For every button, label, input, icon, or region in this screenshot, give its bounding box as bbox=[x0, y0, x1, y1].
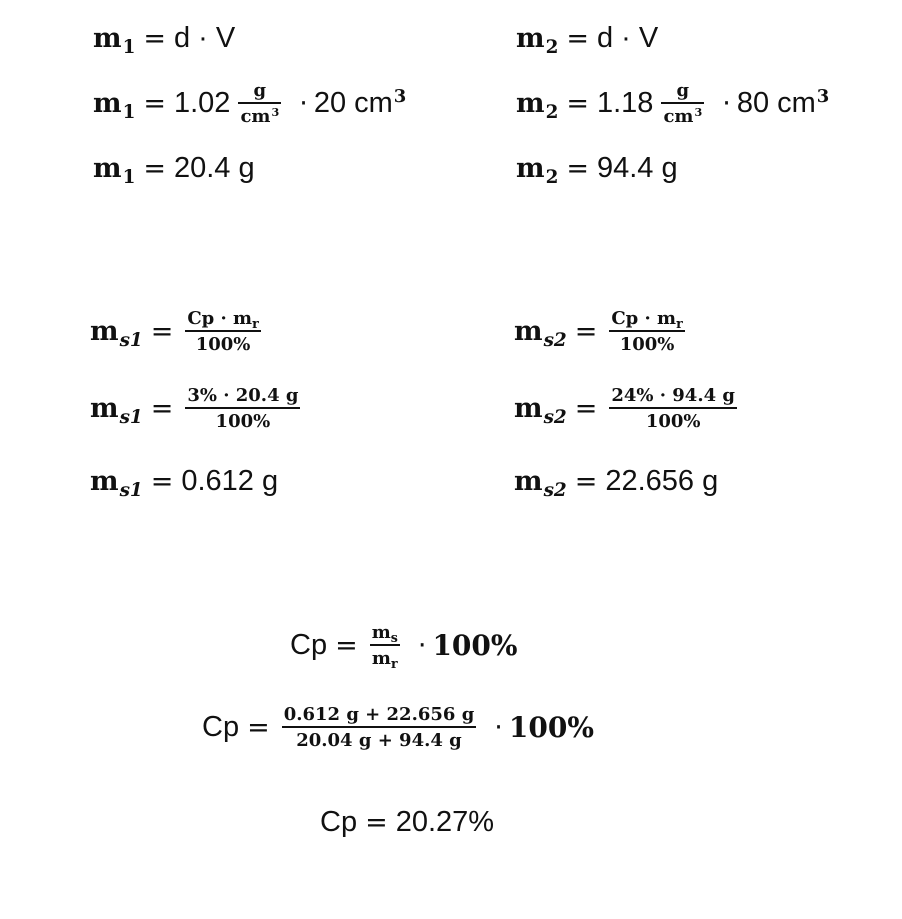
multiply-dot: · bbox=[417, 630, 427, 661]
ms2-result bbox=[514, 465, 719, 501]
equals-sign: = bbox=[566, 153, 589, 184]
ms1-substitution-fraction bbox=[185, 385, 300, 432]
m1-formula: d · V bbox=[173, 22, 236, 54]
ms2-symbol: m s2 bbox=[514, 466, 567, 501]
ms1-symbol: m s1 bbox=[90, 316, 143, 351]
m1-substitution bbox=[93, 80, 406, 127]
density-unit-fraction bbox=[238, 80, 281, 127]
density-unit-fraction bbox=[661, 80, 704, 127]
ms1-substitution bbox=[90, 385, 304, 432]
equals-sign: = bbox=[574, 316, 598, 347]
cp-result bbox=[320, 806, 494, 839]
cp-substitution bbox=[202, 704, 594, 751]
fraction-numerator: $m_s$ bbox=[371, 622, 398, 645]
fraction-denominator: 100% bbox=[195, 334, 251, 355]
cp-symbol: Cp bbox=[320, 806, 358, 838]
fraction-denominator: $m_r$ bbox=[371, 648, 398, 671]
unit-denominator: $cm^3$ bbox=[240, 105, 280, 127]
m1-result bbox=[93, 152, 255, 188]
m1-symbol: m 1 bbox=[93, 88, 136, 123]
fraction-numerator: 24% · 94.4 g bbox=[611, 385, 735, 406]
ms1-formula-fraction bbox=[185, 308, 260, 355]
equals-sign: = bbox=[574, 393, 598, 424]
m2-result bbox=[516, 152, 678, 188]
m1-value: 20.4 g bbox=[173, 152, 255, 184]
fraction-denominator: 100% bbox=[619, 334, 675, 355]
m2-symbol: m 2 bbox=[516, 23, 559, 58]
fraction-denominator: 20.04 g + 94.4 g bbox=[296, 730, 462, 751]
equals-sign: = bbox=[574, 466, 598, 497]
ms1-symbol: m s1 bbox=[90, 393, 143, 428]
ms2-definition bbox=[514, 308, 689, 355]
volume-value: 20 $cm^3$ bbox=[313, 86, 407, 119]
density-value: 1.18 bbox=[596, 87, 654, 119]
m1-definition bbox=[93, 22, 236, 58]
equals-sign: = bbox=[247, 712, 270, 743]
ms1-definition bbox=[90, 308, 265, 355]
m2-definition bbox=[516, 22, 659, 58]
m2-symbol: m 2 bbox=[516, 88, 559, 123]
ms2-substitution-fraction bbox=[609, 385, 737, 432]
cp-formula-fraction bbox=[370, 622, 400, 669]
equals-sign: = bbox=[143, 23, 166, 54]
ms1-result bbox=[90, 465, 279, 501]
fraction-numerator: $Cp \cdot m_r$ bbox=[611, 308, 683, 331]
cp-symbol: Cp bbox=[290, 629, 328, 661]
density-value: 1.02 bbox=[173, 87, 231, 119]
equals-sign: = bbox=[150, 466, 174, 497]
equals-sign: = bbox=[150, 393, 174, 424]
equals-sign: = bbox=[566, 23, 589, 54]
cp-symbol: Cp bbox=[202, 711, 240, 743]
volume-value: 80 $cm^3$ bbox=[736, 86, 830, 119]
fraction-numerator: 0.612 g + 22.656 g bbox=[283, 704, 475, 725]
cp-definition bbox=[290, 622, 518, 669]
multiply-dot: · bbox=[299, 88, 308, 119]
equals-sign: = bbox=[143, 88, 166, 119]
m1-symbol: m 1 bbox=[93, 153, 136, 188]
unit-denominator: $cm^3$ bbox=[663, 105, 703, 127]
fraction-numerator: $Cp \cdot m_r$ bbox=[187, 308, 259, 331]
m2-substitution bbox=[516, 80, 829, 127]
ms1-value: 0.612 g bbox=[181, 465, 279, 497]
equals-sign: = bbox=[150, 316, 174, 347]
multiply-dot: · bbox=[494, 712, 503, 743]
ms2-symbol: m s2 bbox=[514, 316, 567, 351]
equals-sign: = bbox=[566, 88, 589, 119]
ms2-value: 22.656 g bbox=[605, 465, 719, 497]
ms2-symbol: m s2 bbox=[514, 393, 567, 428]
m2-symbol: m 2 bbox=[516, 153, 559, 188]
equals-sign: = bbox=[365, 807, 388, 838]
equals-sign: = bbox=[143, 153, 166, 184]
cp-substitution-fraction bbox=[282, 704, 477, 751]
multiply-dot: · bbox=[722, 88, 731, 119]
m2-value: 94.4 g bbox=[596, 152, 678, 184]
ms2-formula-fraction bbox=[609, 308, 684, 355]
ms1-symbol: m s1 bbox=[90, 466, 143, 501]
fraction-numerator: 3% · 20.4 g bbox=[187, 385, 299, 406]
hundred-percent: 100% bbox=[508, 711, 594, 744]
ms2-substitution bbox=[514, 385, 741, 432]
cp-value: 20.27% bbox=[395, 806, 495, 838]
fraction-denominator: 100% bbox=[215, 411, 271, 432]
fraction-denominator: 100% bbox=[645, 411, 701, 432]
unit-numerator: g bbox=[253, 80, 267, 101]
equals-sign: = bbox=[335, 630, 358, 661]
hundred-percent: 100% bbox=[432, 629, 518, 662]
unit-numerator: g bbox=[676, 80, 690, 101]
m1-symbol: m 1 bbox=[93, 23, 136, 58]
m2-formula: d · V bbox=[596, 22, 659, 54]
